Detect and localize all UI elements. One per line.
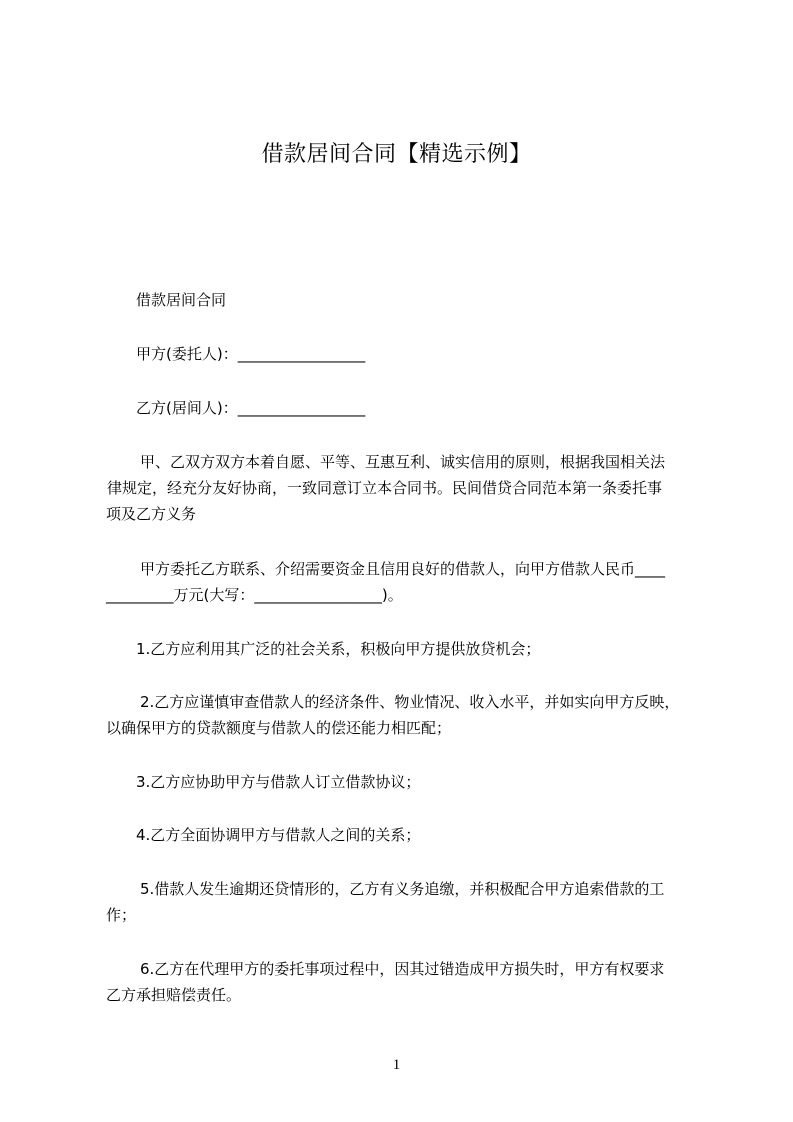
intro-line: 律规定，经充分友好协商，一致同意订立本合同书。民间借贷合同范本第一条委托事 — [107, 479, 663, 497]
document-title: 借款居间合同【精选示例】 — [261, 142, 532, 167]
obligation-item-4: 4.乙方全面协调甲方与借款人之间的关系； — [136, 826, 421, 844]
obligation-line: 作； — [106, 906, 137, 924]
obligation-line: 6.乙方在代理甲方的委托事项过程中，因其过错造成甲方损失时，甲方有权要求 — [140, 960, 665, 978]
entrust-line: _________万元(大写：_________________)。 — [106, 586, 403, 604]
party-a-field: 甲方(委托人)：_________________ — [136, 345, 366, 363]
obligation-item-5 — [0, 876, 664, 928]
obligation-line: 以确保甲方的贷款额度与借款人的偿还能力相匹配； — [106, 719, 452, 737]
obligation-item-6 — [0, 956, 664, 1008]
page-number: 1 — [392, 1057, 401, 1073]
intro-paragraph — [0, 449, 665, 527]
obligation-line: 2.乙方应谨慎审查借款人的经济条件、物业情况、收入水平，并如实向甲方反映， — [140, 693, 680, 711]
obligation-item-1: 1.乙方应利用其广泛的社会关系，积极向甲方提供放贷机会； — [136, 640, 541, 658]
contract-subtitle: 借款居间合同 — [136, 291, 227, 309]
party-b-field: 乙方(居间人)：_________________ — [136, 399, 366, 417]
obligation-line: 乙方承担赔偿责任。 — [106, 986, 242, 1004]
intro-line: 项及乙方义务 — [106, 505, 197, 523]
entrust-line: 甲方委托乙方联系、介绍需要资金且信用良好的借款人，向甲方借款人民币____ — [140, 560, 666, 578]
entrust-paragraph — [0, 556, 665, 608]
intro-line: 甲、乙双方双方本着自愿、平等、互惠互利、诚实信用的原则，根据我国相关法 — [140, 453, 666, 471]
obligation-line: 5.借款人发生逾期还贷情形的，乙方有义务追缴，并积极配合甲方追索借款的工 — [140, 880, 665, 898]
obligation-item-2 — [0, 689, 679, 741]
obligation-item-3: 3.乙方应协助甲方与借款人订立借款协议； — [136, 773, 421, 791]
